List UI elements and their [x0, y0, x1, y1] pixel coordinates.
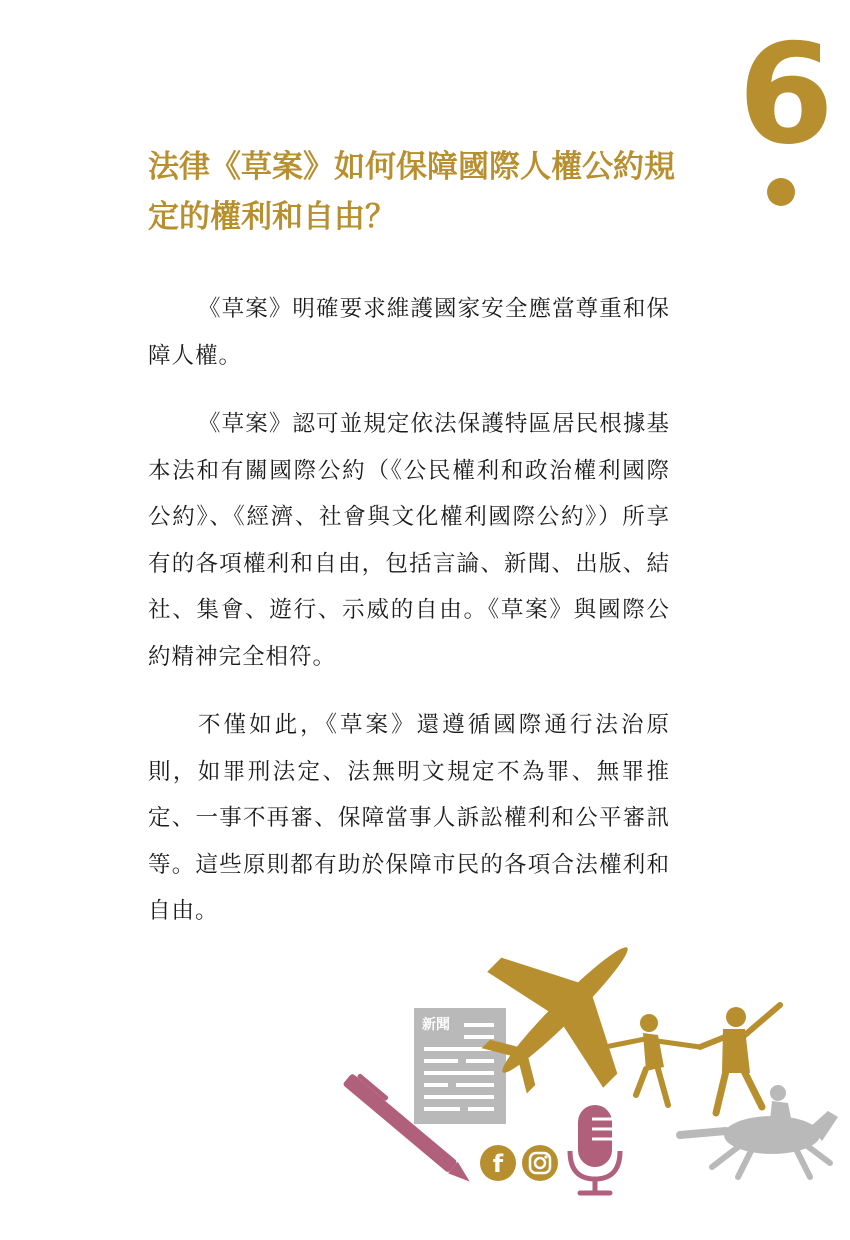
- newspaper-icon: [414, 1008, 506, 1124]
- page-number: 6: [738, 14, 835, 175]
- svg-text:f: f: [492, 1150, 504, 1178]
- newspaper-label: 新聞: [422, 1017, 450, 1033]
- page-title: 法律《草案》如何保障國際人權公約規定的權利和自由？: [148, 149, 675, 235]
- paragraph-3: 不僅如此，《草案》還遵循國際通行法治原則，如罪刑法定、法無明文規定不為罪、無罪推定、一事不再審、保障當事人訴訟權利和公平審訊等。這些原則都有助於保障市民的各項合法權利和自由。: [148, 712, 670, 924]
- paragraph-1: 《草案》明確要求維護國家安全應當尊重和保障人權。: [148, 296, 670, 369]
- page-number-dot: [767, 178, 795, 206]
- body-text: [148, 286, 670, 957]
- microphone-icon: [570, 1105, 620, 1193]
- facebook-icon: [480, 1145, 516, 1181]
- paragraph-2: 《草案》認可並規定依法保護特區居民根據基本法和有關國際公約（《公民權利和政治權利國際公約》、《經濟、社會與文化權利國際公約》）所享有的各項權利和自由，包括言論、新聞、出版、結社、集會、遊行、示威的自由。《草案》與國際公約精神完全相符。: [148, 411, 670, 670]
- dancing-couple-icon: [605, 1005, 780, 1113]
- illustration: [340, 945, 840, 1205]
- instagram-icon: [522, 1145, 558, 1181]
